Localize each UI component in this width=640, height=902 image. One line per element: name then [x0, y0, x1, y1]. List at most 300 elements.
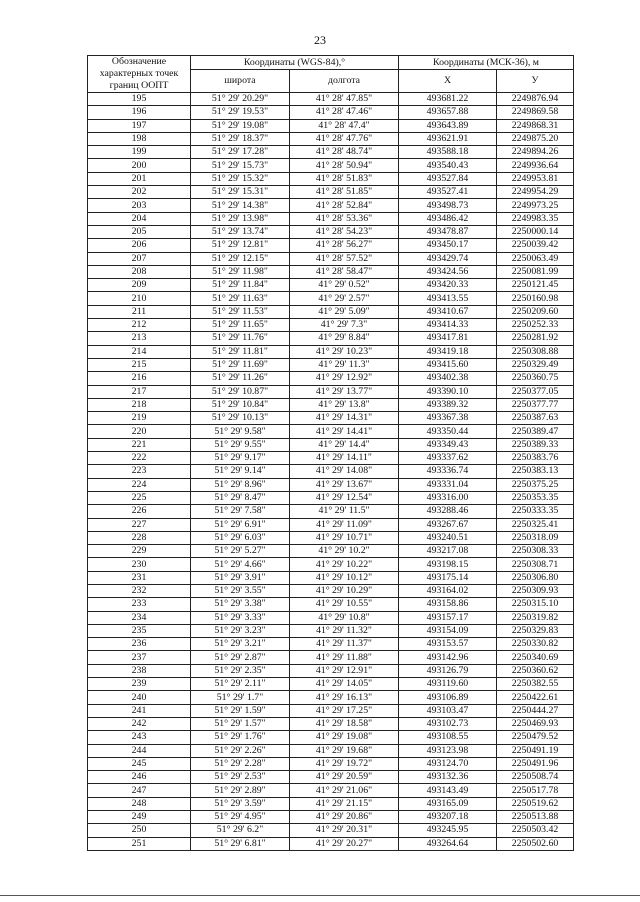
point-id-cell: 216	[88, 372, 191, 385]
x-coordinate-cell: 493288.46	[399, 505, 497, 518]
longitude-cell: 41° 28' 47.76"	[290, 132, 399, 145]
point-id-cell: 200	[88, 159, 191, 172]
y-coordinate-cell: 2249973.25	[497, 199, 574, 212]
table-row	[88, 225, 574, 238]
y-coordinate-cell: 2250081.99	[497, 265, 574, 278]
longitude-cell: 41° 29' 21.06"	[290, 784, 399, 797]
latitude-cell: 51° 29' 3.33"	[191, 611, 290, 624]
x-coordinate-cell: 493158.86	[399, 598, 497, 611]
table-row	[88, 837, 574, 850]
longitude-cell: 41° 29' 13.67"	[290, 478, 399, 491]
point-id-cell: 222	[88, 452, 191, 465]
latitude-cell: 51° 29' 12.81"	[191, 239, 290, 252]
y-coordinate-cell: 2250479.52	[497, 731, 574, 744]
x-coordinate-cell: 493264.64	[399, 837, 497, 850]
y-coordinate-cell: 2249876.94	[497, 93, 574, 106]
longitude-cell: 41° 29' 13.77"	[290, 385, 399, 398]
y-coordinate-cell: 2250375.25	[497, 478, 574, 491]
longitude-cell: 41° 29' 11.09"	[290, 518, 399, 531]
table-row	[88, 491, 574, 504]
table-row	[88, 717, 574, 730]
latitude-cell: 51° 29' 2.11"	[191, 678, 290, 691]
y-coordinate-cell: 2250281.92	[497, 332, 574, 345]
table-row	[88, 319, 574, 332]
y-coordinate-cell: 2250422.61	[497, 691, 574, 704]
longitude-cell: 41° 29' 19.68"	[290, 744, 399, 757]
latitude-cell: 51° 29' 6.91"	[191, 518, 290, 531]
x-coordinate-cell: 493164.02	[399, 584, 497, 597]
latitude-cell: 51° 29' 3.38"	[191, 598, 290, 611]
table-row	[88, 824, 574, 837]
y-coordinate-cell: 2250508.74	[497, 771, 574, 784]
x-coordinate-cell: 493157.17	[399, 611, 497, 624]
latitude-cell: 51° 29' 4.66"	[191, 558, 290, 571]
table-row	[88, 771, 574, 784]
y-coordinate-cell: 2250121.45	[497, 279, 574, 292]
y-coordinate-cell: 2250329.49	[497, 358, 574, 371]
latitude-cell: 51° 29' 11.65"	[191, 319, 290, 332]
point-id-cell: 238	[88, 664, 191, 677]
table-row	[88, 332, 574, 345]
y-header: У	[497, 70, 574, 93]
latitude-cell: 51° 29' 3.55"	[191, 584, 290, 597]
y-coordinate-cell: 2249936.64	[497, 159, 574, 172]
y-coordinate-cell: 2250383.13	[497, 465, 574, 478]
x-coordinate-cell: 493450.17	[399, 239, 497, 252]
point-id-cell: 242	[88, 717, 191, 730]
y-coordinate-cell: 2249875.20	[497, 132, 574, 145]
point-id-cell: 197	[88, 119, 191, 132]
point-id-cell: 211	[88, 305, 191, 318]
point-id-cell: 250	[88, 824, 191, 837]
y-coordinate-cell: 2250329.83	[497, 624, 574, 637]
longitude-cell: 41° 29' 18.58"	[290, 717, 399, 730]
longitude-cell: 41° 29' 12.92"	[290, 372, 399, 385]
point-id-cell: 195	[88, 93, 191, 106]
x-coordinate-cell: 493349.43	[399, 438, 497, 451]
point-id-cell: 228	[88, 531, 191, 544]
table-row	[88, 279, 574, 292]
point-id-cell: 202	[88, 186, 191, 199]
x-coordinate-cell: 493316.00	[399, 491, 497, 504]
table-row	[88, 571, 574, 584]
longitude-cell: 41° 29' 10.23"	[290, 345, 399, 358]
table-row	[88, 505, 574, 518]
x-coordinate-cell: 493486.42	[399, 212, 497, 225]
y-coordinate-cell: 2249953.81	[497, 172, 574, 185]
point-id-cell: 229	[88, 545, 191, 558]
longitude-cell: 41° 29' 14.05"	[290, 678, 399, 691]
page-bottom-rule	[0, 895, 640, 896]
y-coordinate-cell: 2250389.33	[497, 438, 574, 451]
latitude-cell: 51° 29' 2.26"	[191, 744, 290, 757]
table-row	[88, 558, 574, 571]
longitude-cell: 41° 29' 10.55"	[290, 598, 399, 611]
point-id-cell: 237	[88, 651, 191, 664]
longitude-cell: 41° 28' 48.74"	[290, 146, 399, 159]
x-coordinate-cell: 493657.88	[399, 106, 497, 119]
y-coordinate-cell: 2249869.58	[497, 106, 574, 119]
point-id-cell: 205	[88, 225, 191, 238]
table-row	[88, 465, 574, 478]
point-id-cell: 232	[88, 584, 191, 597]
y-coordinate-cell: 2250160.98	[497, 292, 574, 305]
longitude-cell: 41° 29' 14.31"	[290, 412, 399, 425]
latitude-cell: 51° 29' 18.37"	[191, 132, 290, 145]
latitude-cell: 51° 29' 6.2"	[191, 824, 290, 837]
latitude-cell: 51° 29' 3.91"	[191, 571, 290, 584]
latitude-cell: 51° 29' 10.13"	[191, 412, 290, 425]
latitude-cell: 51° 29' 10.84"	[191, 398, 290, 411]
latitude-cell: 51° 29' 9.14"	[191, 465, 290, 478]
longitude-cell: 41° 28' 47.85"	[290, 93, 399, 106]
y-coordinate-cell: 2250382.55	[497, 678, 574, 691]
point-id-cell: 224	[88, 478, 191, 491]
latitude-cell: 51° 29' 3.59"	[191, 797, 290, 810]
y-coordinate-cell: 2250513.88	[497, 811, 574, 824]
x-coordinate-cell: 493106.89	[399, 691, 497, 704]
table-row	[88, 146, 574, 159]
x-coordinate-cell: 493389.32	[399, 398, 497, 411]
point-id-cell: 244	[88, 744, 191, 757]
point-id-cell: 230	[88, 558, 191, 571]
latitude-cell: 51° 29' 11.63"	[191, 292, 290, 305]
longitude-cell: 41° 29' 20.31"	[290, 824, 399, 837]
point-id-cell: 241	[88, 704, 191, 717]
longitude-cell: 41° 28' 56.27"	[290, 239, 399, 252]
y-coordinate-cell: 2250377.77	[497, 398, 574, 411]
x-coordinate-cell: 493410.67	[399, 305, 497, 318]
x-coordinate-cell: 493478.87	[399, 225, 497, 238]
longitude-cell: 41° 28' 51.85"	[290, 186, 399, 199]
longitude-cell: 41° 28' 54.23"	[290, 225, 399, 238]
longitude-cell: 41° 29' 11.5"	[290, 505, 399, 518]
longitude-cell: 41° 29' 14.11"	[290, 452, 399, 465]
point-id-cell: 201	[88, 172, 191, 185]
latitude-cell: 51° 29' 2.28"	[191, 757, 290, 770]
table-row	[88, 651, 574, 664]
longitude-cell: 41° 29' 11.37"	[290, 638, 399, 651]
longitude-cell: 41° 29' 12.91"	[290, 664, 399, 677]
latitude-cell: 51° 29' 15.31"	[191, 186, 290, 199]
longitude-cell: 41° 29' 2.57"	[290, 292, 399, 305]
x-coordinate-cell: 493540.43	[399, 159, 497, 172]
x-coordinate-cell: 493420.33	[399, 279, 497, 292]
table-row	[88, 452, 574, 465]
y-coordinate-cell: 2249954.29	[497, 186, 574, 199]
point-id-cell: 217	[88, 385, 191, 398]
x-coordinate-cell: 493588.18	[399, 146, 497, 159]
x-coordinate-cell: 493350.44	[399, 425, 497, 438]
latitude-cell: 51° 29' 2.35"	[191, 664, 290, 677]
longitude-cell: 41° 29' 19.08"	[290, 731, 399, 744]
longitude-cell: 41° 29' 21.15"	[290, 797, 399, 810]
y-coordinate-cell: 2250308.33	[497, 545, 574, 558]
y-coordinate-cell: 2250318.09	[497, 531, 574, 544]
table-row	[88, 358, 574, 371]
x-header: X	[399, 70, 497, 93]
latitude-cell: 51° 29' 7.58"	[191, 505, 290, 518]
point-id-cell: 198	[88, 132, 191, 145]
longitude-cell: 41° 29' 8.84"	[290, 332, 399, 345]
table-row	[88, 611, 574, 624]
x-coordinate-cell: 493402.38	[399, 372, 497, 385]
longitude-cell: 41° 29' 13.8"	[290, 398, 399, 411]
table-row	[88, 704, 574, 717]
point-id-cell: 196	[88, 106, 191, 119]
latitude-header: широта	[191, 70, 290, 93]
x-coordinate-cell: 493245.95	[399, 824, 497, 837]
table-row	[88, 664, 574, 677]
latitude-cell: 51° 29' 9.55"	[191, 438, 290, 451]
latitude-cell: 51° 29' 13.98"	[191, 212, 290, 225]
table-row	[88, 265, 574, 278]
point-id-cell: 212	[88, 319, 191, 332]
latitude-cell: 51° 29' 2.89"	[191, 784, 290, 797]
point-id-cell: 247	[88, 784, 191, 797]
y-coordinate-cell: 2250309.93	[497, 584, 574, 597]
latitude-cell: 51° 29' 2.87"	[191, 651, 290, 664]
y-coordinate-cell: 2250360.62	[497, 664, 574, 677]
longitude-cell: 41° 29' 20.86"	[290, 811, 399, 824]
latitude-cell: 51° 29' 11.53"	[191, 305, 290, 318]
longitude-cell: 41° 29' 14.41"	[290, 425, 399, 438]
latitude-cell: 51° 29' 1.59"	[191, 704, 290, 717]
latitude-cell: 51° 29' 2.53"	[191, 771, 290, 784]
y-coordinate-cell: 2250306.80	[497, 571, 574, 584]
table-row	[88, 438, 574, 451]
page-number: 23	[314, 33, 326, 47]
wgs-header: Координаты (WGS-84),°	[191, 56, 399, 70]
y-coordinate-cell: 2250333.35	[497, 505, 574, 518]
x-coordinate-cell: 493424.56	[399, 265, 497, 278]
point-id-cell: 251	[88, 837, 191, 850]
table-row	[88, 598, 574, 611]
longitude-cell: 41° 28' 47.46"	[290, 106, 399, 119]
latitude-cell: 51° 29' 17.28"	[191, 146, 290, 159]
longitude-cell: 41° 29' 19.72"	[290, 757, 399, 770]
latitude-cell: 51° 29' 4.95"	[191, 811, 290, 824]
table-row	[88, 678, 574, 691]
longitude-cell: 41° 29' 12.54"	[290, 491, 399, 504]
latitude-cell: 51° 29' 14.38"	[191, 199, 290, 212]
x-coordinate-cell: 493132.36	[399, 771, 497, 784]
x-coordinate-cell: 493267.67	[399, 518, 497, 531]
point-id-cell: 206	[88, 239, 191, 252]
point-id-cell: 225	[88, 491, 191, 504]
y-coordinate-cell: 2250491.19	[497, 744, 574, 757]
y-coordinate-cell: 2250389.47	[497, 425, 574, 438]
table-row	[88, 584, 574, 597]
x-coordinate-cell: 493123.98	[399, 744, 497, 757]
point-id-cell: 246	[88, 771, 191, 784]
latitude-cell: 51° 29' 12.15"	[191, 252, 290, 265]
point-id-cell: 236	[88, 638, 191, 651]
longitude-cell: 41° 29' 14.4"	[290, 438, 399, 451]
longitude-cell: 41° 29' 10.71"	[290, 531, 399, 544]
x-coordinate-cell: 493119.60	[399, 678, 497, 691]
table-row	[88, 624, 574, 637]
table-row	[88, 212, 574, 225]
y-coordinate-cell: 2250360.75	[497, 372, 574, 385]
x-coordinate-cell: 493103.47	[399, 704, 497, 717]
x-coordinate-cell: 493498.73	[399, 199, 497, 212]
latitude-cell: 51° 29' 11.26"	[191, 372, 290, 385]
table-row	[88, 385, 574, 398]
x-coordinate-cell: 493527.41	[399, 186, 497, 199]
y-coordinate-cell: 2250308.71	[497, 558, 574, 571]
y-coordinate-cell: 2250063.49	[497, 252, 574, 265]
latitude-cell: 51° 29' 8.47"	[191, 491, 290, 504]
table-row	[88, 159, 574, 172]
latitude-cell: 51° 29' 5.27"	[191, 545, 290, 558]
y-coordinate-cell: 2250340.69	[497, 651, 574, 664]
longitude-cell: 41° 29' 20.27"	[290, 837, 399, 850]
x-coordinate-cell: 493143.49	[399, 784, 497, 797]
table-row	[88, 93, 574, 106]
designation-header: Обозначение характерных точек границ ООПТ	[88, 56, 191, 93]
y-coordinate-cell: 2250319.82	[497, 611, 574, 624]
x-coordinate-cell: 493413.55	[399, 292, 497, 305]
x-coordinate-cell: 493153.57	[399, 638, 497, 651]
point-id-cell: 234	[88, 611, 191, 624]
table-row	[88, 744, 574, 757]
y-coordinate-cell: 2250039.42	[497, 239, 574, 252]
y-coordinate-cell: 2250387.63	[497, 412, 574, 425]
table-header	[88, 56, 574, 93]
point-id-cell: 210	[88, 292, 191, 305]
y-coordinate-cell: 2249894.26	[497, 146, 574, 159]
longitude-cell: 41° 29' 0.52"	[290, 279, 399, 292]
y-coordinate-cell: 2250252.33	[497, 319, 574, 332]
x-coordinate-cell: 493336.74	[399, 465, 497, 478]
longitude-cell: 41° 28' 51.83"	[290, 172, 399, 185]
point-id-cell: 248	[88, 797, 191, 810]
x-coordinate-cell: 493207.18	[399, 811, 497, 824]
point-id-cell: 215	[88, 358, 191, 371]
table-row	[88, 239, 574, 252]
table-row	[88, 252, 574, 265]
latitude-cell: 51° 29' 1.7"	[191, 691, 290, 704]
x-coordinate-cell: 493142.96	[399, 651, 497, 664]
latitude-cell: 51° 29' 8.96"	[191, 478, 290, 491]
table-row	[88, 292, 574, 305]
latitude-cell: 51° 29' 11.84"	[191, 279, 290, 292]
x-coordinate-cell: 493124.70	[399, 757, 497, 770]
longitude-cell: 41° 29' 11.88"	[290, 651, 399, 664]
x-coordinate-cell: 493331.04	[399, 478, 497, 491]
x-coordinate-cell: 493643.89	[399, 119, 497, 132]
table-row	[88, 106, 574, 119]
x-coordinate-cell: 493681.22	[399, 93, 497, 106]
longitude-cell: 41° 29' 10.22"	[290, 558, 399, 571]
y-coordinate-cell: 2250503.42	[497, 824, 574, 837]
point-id-cell: 214	[88, 345, 191, 358]
latitude-cell: 51° 29' 13.74"	[191, 225, 290, 238]
point-id-cell: 243	[88, 731, 191, 744]
point-id-cell: 218	[88, 398, 191, 411]
latitude-cell: 51° 29' 11.81"	[191, 345, 290, 358]
point-id-cell: 227	[88, 518, 191, 531]
table-row	[88, 425, 574, 438]
point-id-cell: 219	[88, 412, 191, 425]
x-coordinate-cell: 493154.09	[399, 624, 497, 637]
longitude-cell: 41° 29' 20.59"	[290, 771, 399, 784]
longitude-cell: 41° 29' 5.09"	[290, 305, 399, 318]
point-id-cell: 204	[88, 212, 191, 225]
x-coordinate-cell: 493621.91	[399, 132, 497, 145]
latitude-cell: 51° 29' 11.76"	[191, 332, 290, 345]
x-coordinate-cell: 493527.84	[399, 172, 497, 185]
x-coordinate-cell: 493102.73	[399, 717, 497, 730]
point-id-cell: 235	[88, 624, 191, 637]
point-id-cell: 207	[88, 252, 191, 265]
latitude-cell: 51° 29' 3.21"	[191, 638, 290, 651]
y-coordinate-cell: 2250519.62	[497, 797, 574, 810]
latitude-cell: 51° 29' 15.73"	[191, 159, 290, 172]
x-coordinate-cell: 493417.81	[399, 332, 497, 345]
latitude-cell: 51° 29' 11.98"	[191, 265, 290, 278]
x-coordinate-cell: 493414.33	[399, 319, 497, 332]
longitude-cell: 41° 28' 58.47"	[290, 265, 399, 278]
x-coordinate-cell: 493108.55	[399, 731, 497, 744]
y-coordinate-cell: 2250377.05	[497, 385, 574, 398]
table-row	[88, 638, 574, 651]
x-coordinate-cell: 493165.09	[399, 797, 497, 810]
latitude-cell: 51° 29' 9.58"	[191, 425, 290, 438]
point-id-cell: 209	[88, 279, 191, 292]
y-coordinate-cell: 2250325.41	[497, 518, 574, 531]
table-row	[88, 784, 574, 797]
longitude-cell: 41° 28' 50.94"	[290, 159, 399, 172]
x-coordinate-cell: 493126.79	[399, 664, 497, 677]
msk-header: Координаты (МСК-36), м	[399, 56, 574, 70]
latitude-cell: 51° 29' 6.03"	[191, 531, 290, 544]
point-id-cell: 231	[88, 571, 191, 584]
table-row	[88, 691, 574, 704]
latitude-cell: 51° 29' 1.76"	[191, 731, 290, 744]
table-body	[88, 93, 574, 851]
longitude-cell: 41° 29' 16.13"	[290, 691, 399, 704]
y-coordinate-cell: 2250383.76	[497, 452, 574, 465]
y-coordinate-cell: 2250444.27	[497, 704, 574, 717]
longitude-cell: 41° 29' 10.8"	[290, 611, 399, 624]
point-id-cell: 245	[88, 757, 191, 770]
point-id-cell: 223	[88, 465, 191, 478]
longitude-cell: 41° 29' 11.3"	[290, 358, 399, 371]
latitude-cell: 51° 29' 6.81"	[191, 837, 290, 850]
longitude-cell: 41° 29' 17.25"	[290, 704, 399, 717]
point-id-cell: 249	[88, 811, 191, 824]
x-coordinate-cell: 493175.14	[399, 571, 497, 584]
table-row	[88, 545, 574, 558]
table-row	[88, 199, 574, 212]
x-coordinate-cell: 493429.74	[399, 252, 497, 265]
latitude-cell: 51° 29' 20.29"	[191, 93, 290, 106]
table-row	[88, 518, 574, 531]
table-row	[88, 186, 574, 199]
latitude-cell: 51° 29' 1.57"	[191, 717, 290, 730]
point-id-cell: 208	[88, 265, 191, 278]
y-coordinate-cell: 2250308.88	[497, 345, 574, 358]
y-coordinate-cell: 2250000.14	[497, 225, 574, 238]
table-row	[88, 478, 574, 491]
longitude-cell: 41° 28' 52.84"	[290, 199, 399, 212]
table-row	[88, 811, 574, 824]
longitude-cell: 41° 29' 10.12"	[290, 571, 399, 584]
latitude-cell: 51° 29' 9.17"	[191, 452, 290, 465]
x-coordinate-cell: 493217.08	[399, 545, 497, 558]
